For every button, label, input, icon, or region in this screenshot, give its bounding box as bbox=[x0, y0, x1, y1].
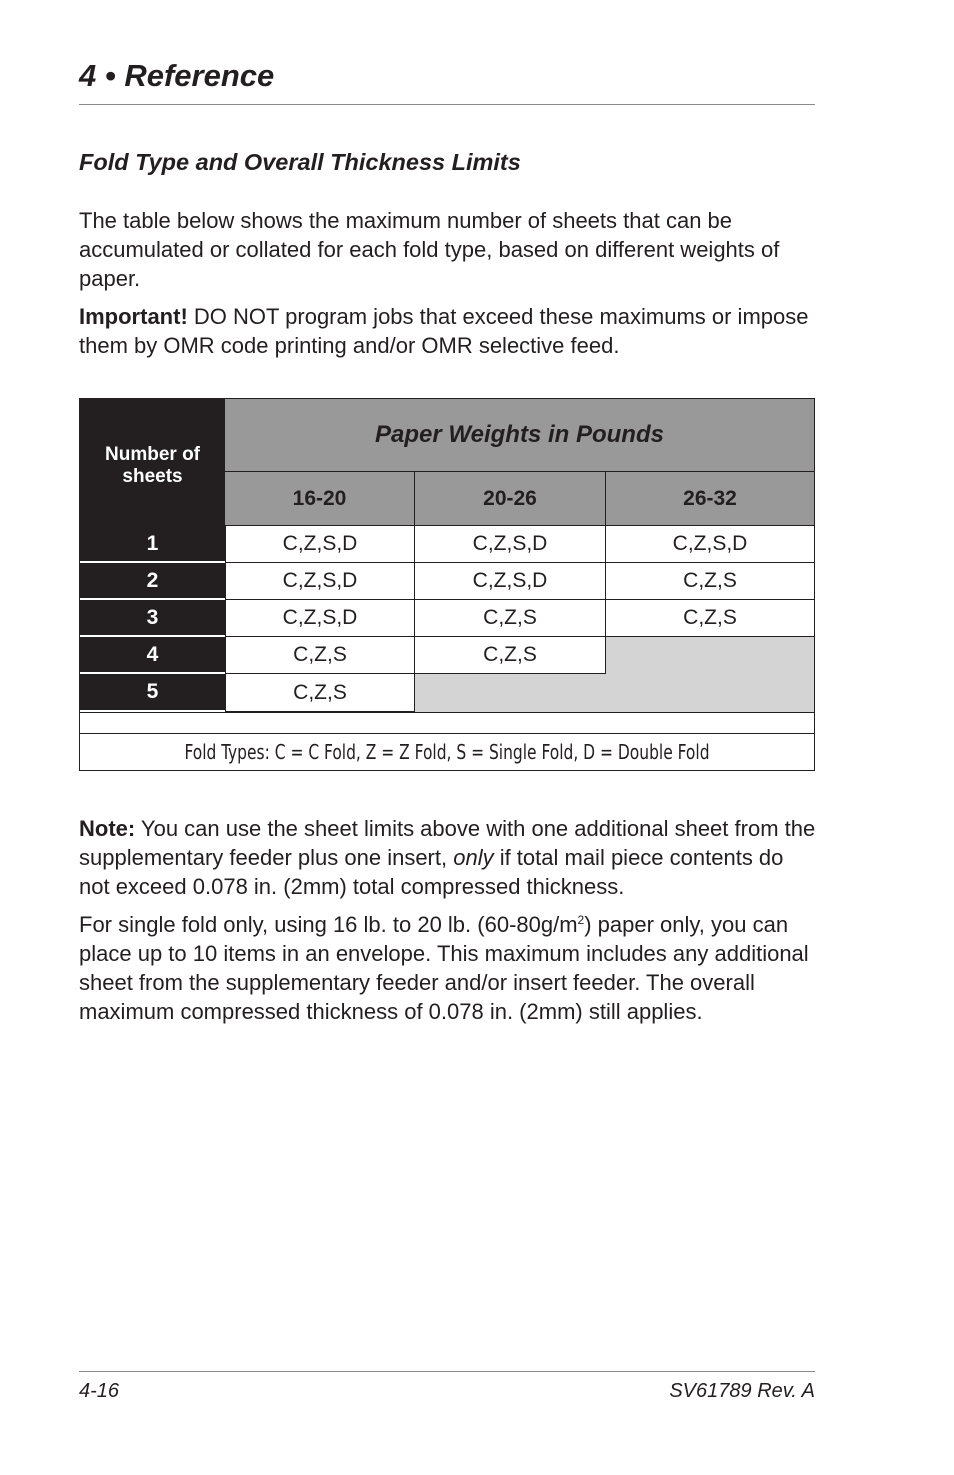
important-label: Important! bbox=[79, 304, 188, 329]
column-header-26-32: 26-32 bbox=[606, 472, 814, 526]
unavailable-cell-shading bbox=[606, 637, 814, 712]
table-cell: C,Z,S,D bbox=[225, 526, 415, 563]
header-rule bbox=[79, 104, 815, 105]
single-fold-text: For single fold only, using 16 lb. to 20 lb. (60-80g/m bbox=[79, 912, 578, 937]
note-paragraph bbox=[79, 814, 819, 901]
fold-limits-table bbox=[79, 398, 815, 771]
superscript-2: 2 bbox=[577, 913, 585, 927]
paper-weights-header: Paper Weights in Pounds bbox=[225, 399, 814, 472]
table-cell: C,Z,S bbox=[606, 600, 814, 637]
table-cell: C,Z,S,D bbox=[225, 563, 415, 600]
row-label: 3 bbox=[80, 600, 225, 637]
single-fold-paragraph bbox=[79, 910, 819, 1026]
note-text: You can use the sheet limits above with one additional sheet from the supplementary feeder plus one insert, bbox=[79, 816, 816, 870]
row-label: 2 bbox=[80, 563, 225, 600]
table-cell: C,Z,S bbox=[415, 600, 606, 637]
table-cell: C,Z,S,D bbox=[415, 563, 606, 600]
note-text-end: if total mail piece contents do not exceed 0.078 in. (2mm) total compressed thickness. bbox=[79, 845, 784, 899]
table-cell: C,Z,S bbox=[606, 563, 814, 600]
section-title: Fold Type and Overall Thickness Limits bbox=[79, 149, 521, 175]
table-spacer-row bbox=[80, 712, 814, 734]
table-cell: C,Z,S,D bbox=[415, 526, 606, 563]
important-paragraph bbox=[79, 302, 819, 360]
row-label: 4 bbox=[80, 637, 225, 674]
important-text: DO NOT program jobs that exceed these maximums or impose them by OMR code printing and/or OMR selective feed. bbox=[79, 304, 809, 358]
number-of-sheets-header: Number of sheets bbox=[80, 399, 225, 526]
table-cell: C,Z,S,D bbox=[606, 526, 814, 563]
page-number: 4-16 bbox=[79, 1380, 120, 1402]
table-cell: C,Z,S bbox=[225, 674, 415, 712]
column-header-16-20: 16-20 bbox=[225, 472, 415, 526]
footer-rule bbox=[79, 1371, 815, 1372]
table-cell: C,Z,S bbox=[415, 637, 606, 674]
table-cell: C,Z,S,D bbox=[225, 600, 415, 637]
table-cell: C,Z,S bbox=[225, 637, 415, 674]
intro-paragraph: The table below shows the maximum number of sheets that can be accumulated or collated for each fold type, based on different weights of paper. bbox=[79, 208, 780, 291]
fold-types-legend: Fold Types: C = C Fold, Z = Z Fold, S = Single Fold, D = Double Fold bbox=[184, 740, 710, 764]
unavailable-cell-shading bbox=[415, 674, 606, 712]
chapter-title: 4 • Reference bbox=[79, 58, 275, 93]
column-header-20-26: 20-26 bbox=[415, 472, 606, 526]
row-label: 1 bbox=[80, 526, 225, 563]
note-label: Note: bbox=[79, 816, 136, 841]
note-emphasis: only bbox=[453, 845, 494, 870]
document-id: SV61789 Rev. A bbox=[669, 1380, 815, 1402]
single-fold-text-end: ) paper only, you can place up to 10 items in an envelope. This maximum includes any additional sheet from the supplementary feeder and/or insert feeder. The overall maximum compressed thickness of 0.078 in. (2mm) still applies. bbox=[79, 912, 809, 1024]
row-label: 5 bbox=[80, 674, 225, 712]
